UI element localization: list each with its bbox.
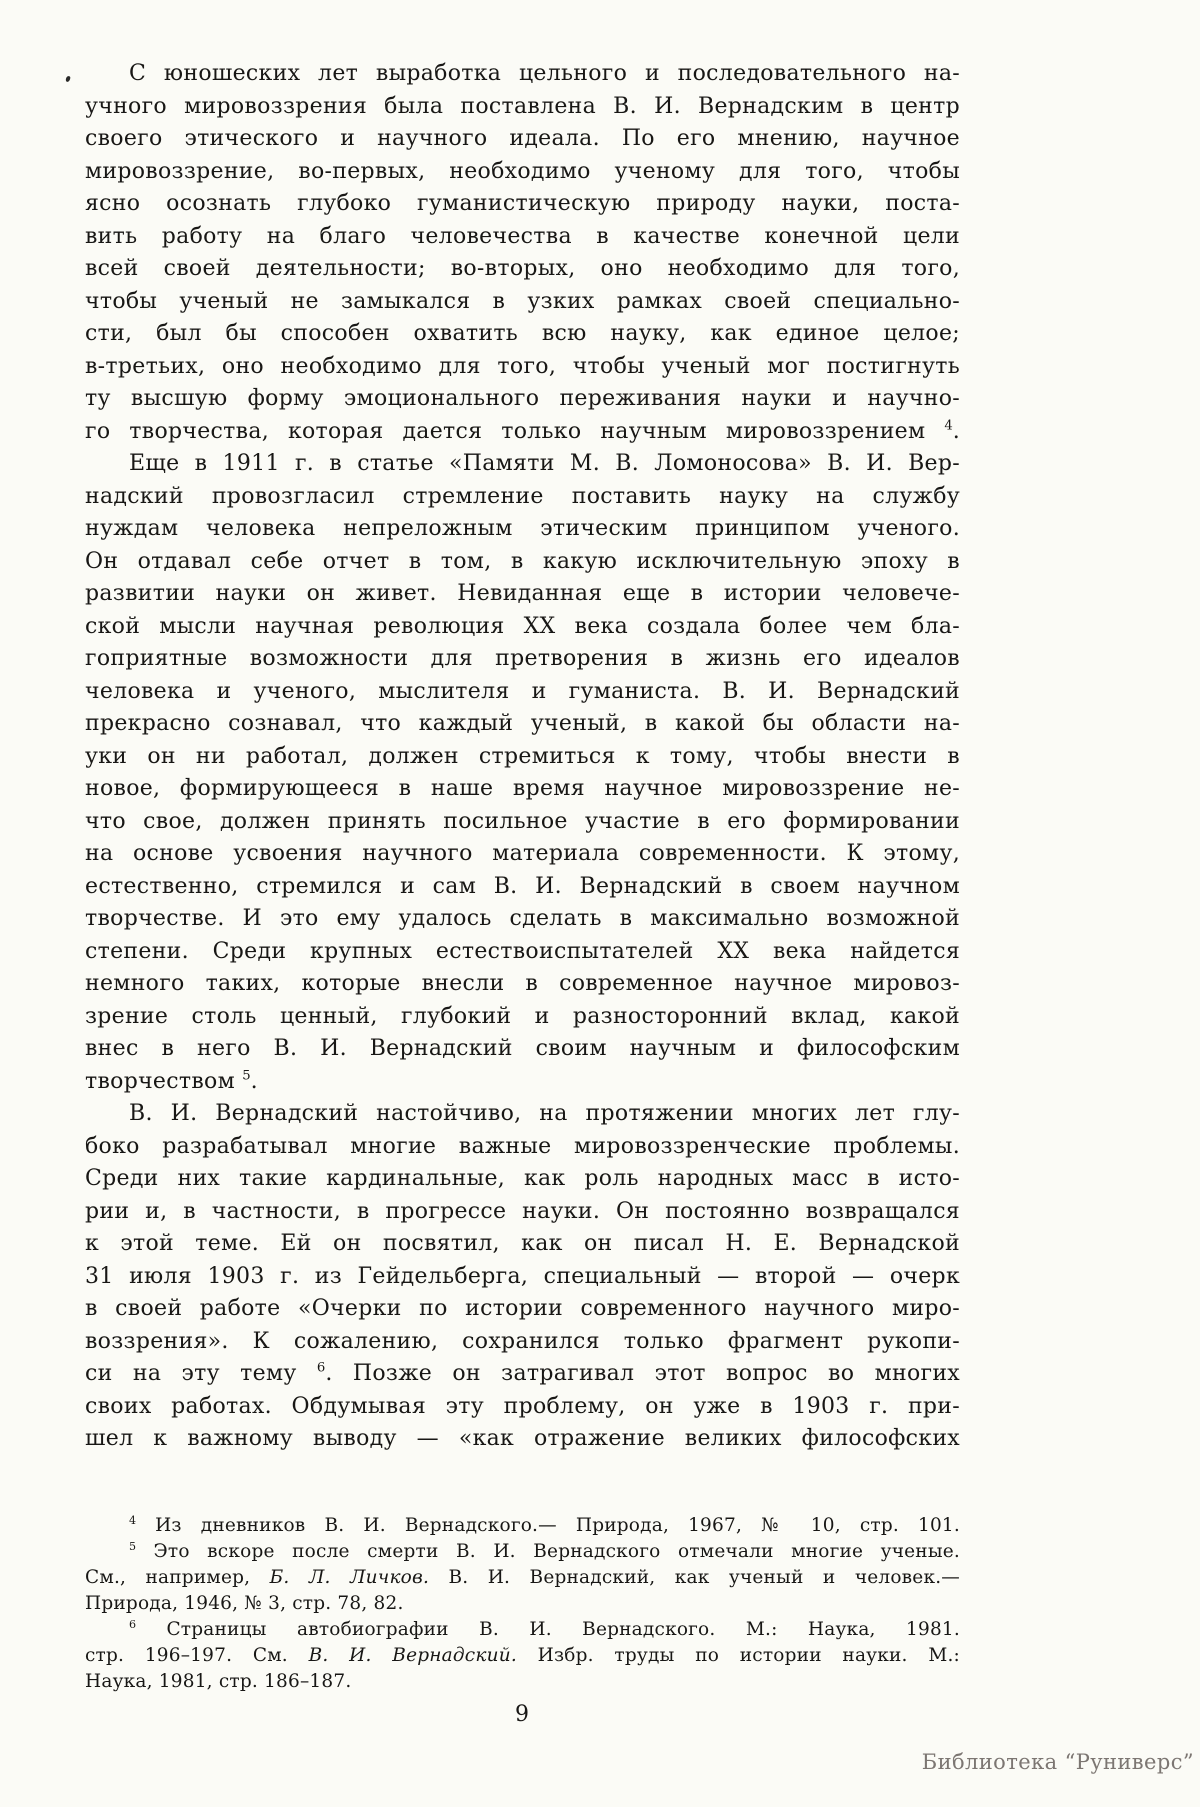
text-line: шел к важному выводу — «как отражение великих философских <box>85 1426 960 1451</box>
text-line: стр. 196–197. См. В. И. Вернадский. Избр. труды по истории науки. М.: <box>85 1644 960 1666</box>
footnote-6 <box>85 1617 960 1695</box>
text-line: надский провозгласил стремление поставить науку на службу <box>85 483 960 509</box>
text-line: своего этического и научного идеала. По его мнению, научное <box>85 126 960 151</box>
footnote-5 <box>85 1539 960 1617</box>
text-line: мировоззрение, во-первых, необходимо ученому для того, чтобы <box>85 158 960 184</box>
text-line: зрение столь ценный, глубокий и разносторонний вклад, какой <box>85 1003 960 1029</box>
library-watermark: Библиотека “Руниверс” <box>921 1750 1194 1774</box>
text-line: учного мировоззрения была поставлена В. И. Вернадским в центр <box>85 93 960 119</box>
text-line: в своей работе «Очерки по истории современного научного миро- <box>85 1296 960 1321</box>
text-line: прекрасно сознавал, что каждый ученый, в какой бы области на- <box>85 711 960 736</box>
text-line: боко разрабатывал многие важные мировоззренческие проблемы. <box>85 1133 960 1159</box>
footnote-4 <box>85 1513 960 1539</box>
text-line: См., например, Б. Л. Личков. В. И. Вернадский, как ученый и человек.— <box>85 1566 960 1588</box>
text-line: развитии науки он живет. Невиданная еще в истории человече- <box>85 581 960 606</box>
text-line: Среди них такие кардинальные, как роль народных масс в исто- <box>85 1166 960 1191</box>
text-line: сти, был бы способен охватить всю науку, как единое целое; <box>85 321 960 346</box>
text-line: ту высшую форму эмоционального переживания науки и научно- <box>85 386 960 411</box>
text-line: го творчества, которая дается только научным мировоззрением $^4$. <box>85 418 960 444</box>
text-line: $^5$ Это вскоре после смерти В. И. Вернадского отмечали многие ученые. <box>129 1539 960 1562</box>
text-line: естественно, стремился и сам В. И. Вернадский в своем научном <box>85 873 960 899</box>
text-line: в-третьих, оно необходимо для того, чтобы ученый мог постигнуть <box>85 353 960 379</box>
text-line: $^6$ Страницы автобиографии В. И. Вернадского. М.: Наука, 1981. <box>129 1617 960 1640</box>
page-number: 9 <box>515 1701 530 1727</box>
text-line: воззрения». К сожалению, сохранился только фрагмент рукопи- <box>85 1328 960 1354</box>
text-line: новое, формирующееся в наше время научное мировоззрение не- <box>85 776 960 801</box>
scan-artifact <box>65 76 71 83</box>
text-line: В. И. Вернадский настойчиво, на протяжении многих лет глу- <box>129 1101 960 1126</box>
main-text <box>85 58 960 1456</box>
paragraph-1 <box>85 58 960 448</box>
text-line: творчеством $^5$. <box>85 1068 258 1094</box>
text-line: Он отдавал себе отчет в том, в какую исключительную эпоху в <box>85 548 960 574</box>
paragraph-2 <box>85 448 960 1098</box>
text-line: гоприятные возможности для претворения в жизнь его идеалов <box>85 646 960 671</box>
text-line: внес в него В. И. Вернадский своим научным и философским <box>85 1036 960 1061</box>
text-line: нуждам человека непреложным этическим принципом ученого. <box>85 516 960 541</box>
text-line: что свое, должен принять посильное участие в его формировании <box>85 808 960 834</box>
text-line: чтобы ученый не замыкался в узких рамках своей специально- <box>85 288 960 314</box>
text-line: всей своей деятельности; во-вторых, оно необходимо для того, <box>85 256 960 281</box>
text-line: вить работу на благо человечества в качестве конечной цели <box>85 223 960 249</box>
footnote-marker: 5 <box>129 1539 137 1553</box>
footnote-marker: 6 <box>129 1617 137 1631</box>
text-line: уки он ни работал, должен стремиться к тому, чтобы внести в <box>85 743 960 769</box>
text-line: к этой теме. Ей он посвятил, как он писал Н. Е. Вернадской <box>85 1231 960 1256</box>
text-line: 31 июля 1903 г. из Гейдельберга, специальный — второй — очерк <box>85 1263 960 1289</box>
italic-text: В. И. Вернадский. <box>308 1644 517 1666</box>
text-line: $^4$ Из дневников В. И. Вернадского.— Природа, 1967, № 10, стр. 101. <box>129 1513 960 1536</box>
text-line: рии и, в частности, в прогрессе науки. Он постоянно возвращался <box>85 1198 960 1224</box>
text-line: ской мысли научная революция XX века создала более чем бла- <box>85 613 960 639</box>
footnotes <box>85 1513 960 1695</box>
footnote-marker: 4 <box>944 418 953 434</box>
text-line: на основе усвоения научного материала современности. К этому, <box>85 841 960 866</box>
paragraph-3 <box>85 1098 960 1456</box>
footnote-marker: 5 <box>242 1068 251 1084</box>
italic-text: Б. Л. Личков. <box>269 1566 430 1588</box>
text-column <box>85 58 960 1727</box>
text-line: творчестве. И это ему удалось сделать в максимально возможной <box>85 906 960 931</box>
text-line: немного таких, которые внесли в современное научное мировоз- <box>85 971 960 996</box>
text-line: степени. Среди крупных естествоиспытателей XX века найдется <box>85 938 960 964</box>
text-line: Еще в 1911 г. в статье «Памяти М. В. Ломоносова» В. И. Вер- <box>129 451 960 476</box>
text-line: си на эту тему $^6$. Позже он затрагивал этот вопрос во многих <box>85 1360 960 1386</box>
text-line: человека и ученого, мыслителя и гуманиста. В. И. Вернадский <box>85 678 960 704</box>
footnote-marker: 4 <box>129 1513 137 1527</box>
text-line: С юношеских лет выработка цельного и последовательного на- <box>129 61 960 86</box>
text-line: своих работах. Обдумывая эту проблему, он уже в 1903 г. при- <box>85 1393 960 1419</box>
footnote-marker: 6 <box>316 1360 326 1376</box>
text-line: Наука, 1981, стр. 186–187. <box>85 1670 352 1692</box>
text-line: Природа, 1946, № 3, стр. 78, 82. <box>85 1592 404 1614</box>
text-line: ясно осознать глубоко гуманистическую природу науки, поста- <box>85 191 960 216</box>
